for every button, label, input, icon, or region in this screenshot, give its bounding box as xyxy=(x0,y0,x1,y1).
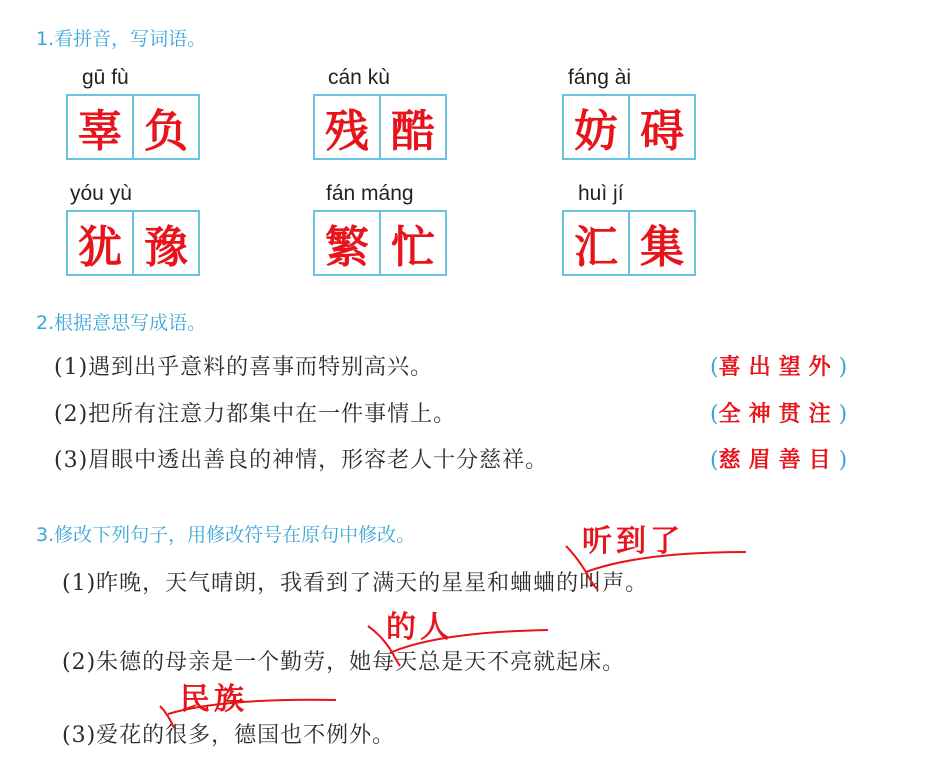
answer-char: 酷 xyxy=(379,96,445,158)
answer-char: 妨 xyxy=(574,106,618,157)
open-paren: ( xyxy=(710,355,719,380)
insertion-caret-1 xyxy=(566,546,598,590)
sentence-1: (1)昨晚，天气晴朗，我看到了满天的星星和蛐蛐的叫声。 xyxy=(62,571,649,596)
answer-char: 豫 xyxy=(132,212,198,274)
underline-stroke-3 xyxy=(168,700,336,714)
close-paren: ) xyxy=(838,355,848,380)
section-2-title: 2.根据意思写成语。 xyxy=(36,312,207,334)
section-1-title: 1.看拼音，写词语。 xyxy=(36,28,207,50)
close-paren: ) xyxy=(838,402,848,427)
idiom-question-3: (3)眉眼中透出善良的神情，形容老人十分慈祥。 xyxy=(54,448,549,473)
underline-stroke-2 xyxy=(392,630,548,652)
idiom-answer-text: 全神贯注 xyxy=(718,401,839,427)
answer-char: 犹 xyxy=(78,222,122,273)
pinyin-6: huì jí xyxy=(578,182,624,205)
answer-char: 辜 xyxy=(78,106,122,157)
insertion-caret-3 xyxy=(160,706,174,728)
close-paren: ) xyxy=(838,448,848,473)
answer-char: 负 xyxy=(132,96,198,158)
pinyin-4: yóu yù xyxy=(70,182,132,205)
open-paren: ( xyxy=(710,448,719,473)
idiom-question-1: (1)遇到出乎意料的喜事而特别高兴。 xyxy=(54,355,434,380)
section-3-title: 3.修改下列句子，用修改符号在原句中修改。 xyxy=(36,524,416,546)
correction-insertion-2: 的人 xyxy=(386,610,454,645)
answer-char: 汇 xyxy=(574,222,618,273)
pinyin-3: fáng ài xyxy=(568,66,632,89)
answer-char: 繁 xyxy=(325,222,369,273)
sentence-3: (3)爱花的很多，德国也不例外。 xyxy=(62,723,396,748)
answer-char: 忙 xyxy=(379,212,445,274)
pinyin-1: gū fù xyxy=(82,66,129,89)
answer-char: 集 xyxy=(628,212,694,274)
answer-char: 碍 xyxy=(628,96,694,158)
correction-insertion-3: 民族 xyxy=(180,682,248,717)
pinyin-5: fán máng xyxy=(326,182,414,205)
underline-stroke-1 xyxy=(586,552,746,572)
idiom-question-2: (2)把所有注意力都集中在一件事情上。 xyxy=(54,402,457,427)
sentence-2: (2)朱德的母亲是一个勤劳，她每天总是天不亮就起床。 xyxy=(62,650,626,675)
open-paren: ( xyxy=(710,402,719,427)
answer-char: 残 xyxy=(325,106,369,157)
idiom-answer-text: 慈眉善目 xyxy=(718,447,839,473)
idiom-answer-text: 喜出望外 xyxy=(718,354,839,380)
pinyin-2: cán kù xyxy=(328,66,390,89)
insertion-caret-2 xyxy=(368,626,400,666)
correction-insertion-1: 听到了 xyxy=(582,524,684,559)
